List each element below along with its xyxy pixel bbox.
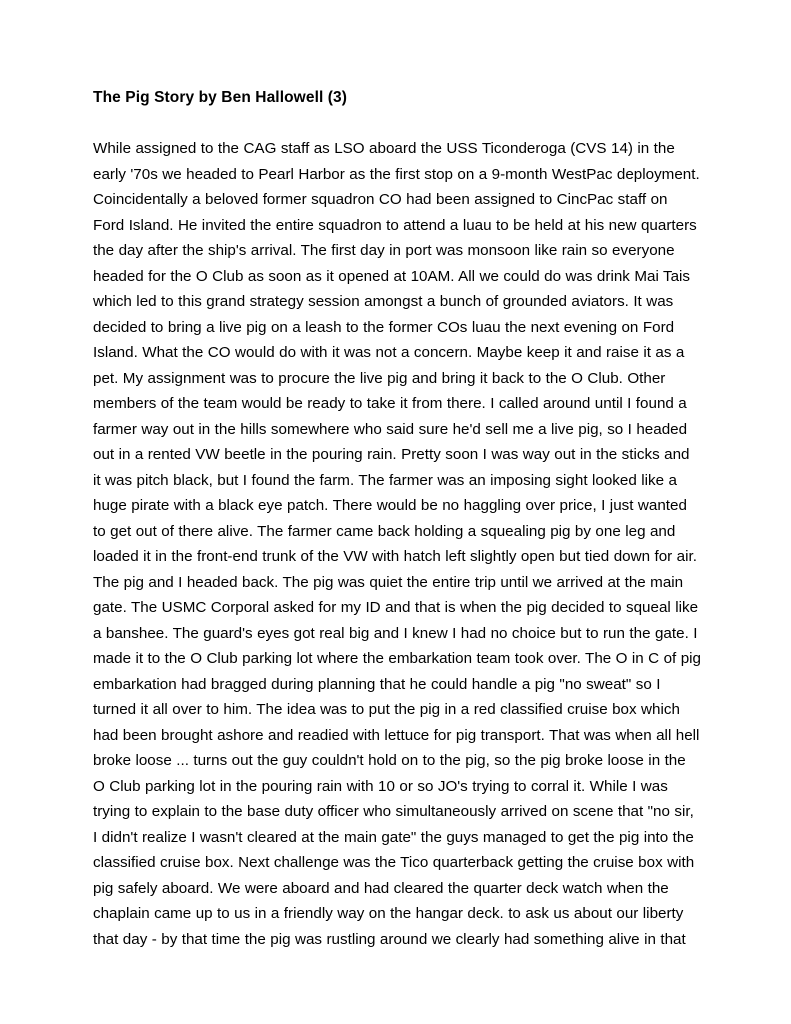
document-body-paragraph: While assigned to the CAG staff as LSO aboard the USS Ticonderoga (CVS 14) in the early '70s we headed to Pearl Harbor as the first stop on a 9-month WestPac deployment. Coincidentally a beloved former squadron CO had been assigned to CincPac staff on Ford Island. He invited the entire squadron to attend a luau to be held at his new quarters the day after the ship's arrival. The first day in port was monsoon like rain so everyone headed for the O Club as soon as it opened at 10AM. All we could do was drink Mai Tais which led to this grand strategy session amongst a bunch of grounded aviators. It was decided to bring a live pig on a leash to the former COs luau the next evening on Ford Island. What the CO would do with it was not a concern. Maybe keep it and raise it as a pet. My assignment was to procure the live pig and bring it back to the O Club. Other members of the team would be ready to take it from there. I called around until I found a farmer way out in the hills somewhere who said sure he'd sell me a live pig, so I headed out in a rented VW beetle in the pouring rain. Pretty soon I was way out in the sticks and it was pitch black, but I found the farm. The farmer was an imposing sight looked like a huge pirate with a black eye patch. There would be no haggling over price, I just wanted to get out of there alive. The farmer came back holding a squealing pig by one leg and loaded it in the front-end trunk of the VW with hatch left slightly open but tied down for air. The pig and I headed back. The pig was quiet the entire trip until we arrived at the main gate. The USMC Corporal asked for my ID and that is when the pig decided to squeal like a banshee. The guard's eyes got real big and I knew I had no choice but to run the gate. I made it to the O Club parking lot where the embarkation team took over. The O in C of pig embarkation had bragged during planning that he could handle a pig "no sweat" so I turned it all over to him. The idea was to put the pig in a red classified cruise box which had been brought ashore and readied with lettuce for pig transport. That was when all hell broke loose ... turns out the guy couldn't hold on to the pig, so the pig broke loose in the O Club parking lot in the pouring rain with 10 or so JO's trying to corral it. While I was trying to explain to the base duty officer who simultaneously arrived on scene that "no sir, I didn't realize I wasn't cleared at the main gate" the guys managed to get the pig into the classified cruise box. Next challenge was the Tico quarterback getting the cruise box with pig safely aboard. We were aboard and had cleared the quarter deck watch when the chaplain came up to us in a friendly way on the hangar deck. to ask us about our liberty that day - by that time the pig was rustling around we clearly had something alive in that — [93, 140, 702, 948]
document-title: The Pig Story by Ben Hallowell (3) — [93, 89, 348, 106]
